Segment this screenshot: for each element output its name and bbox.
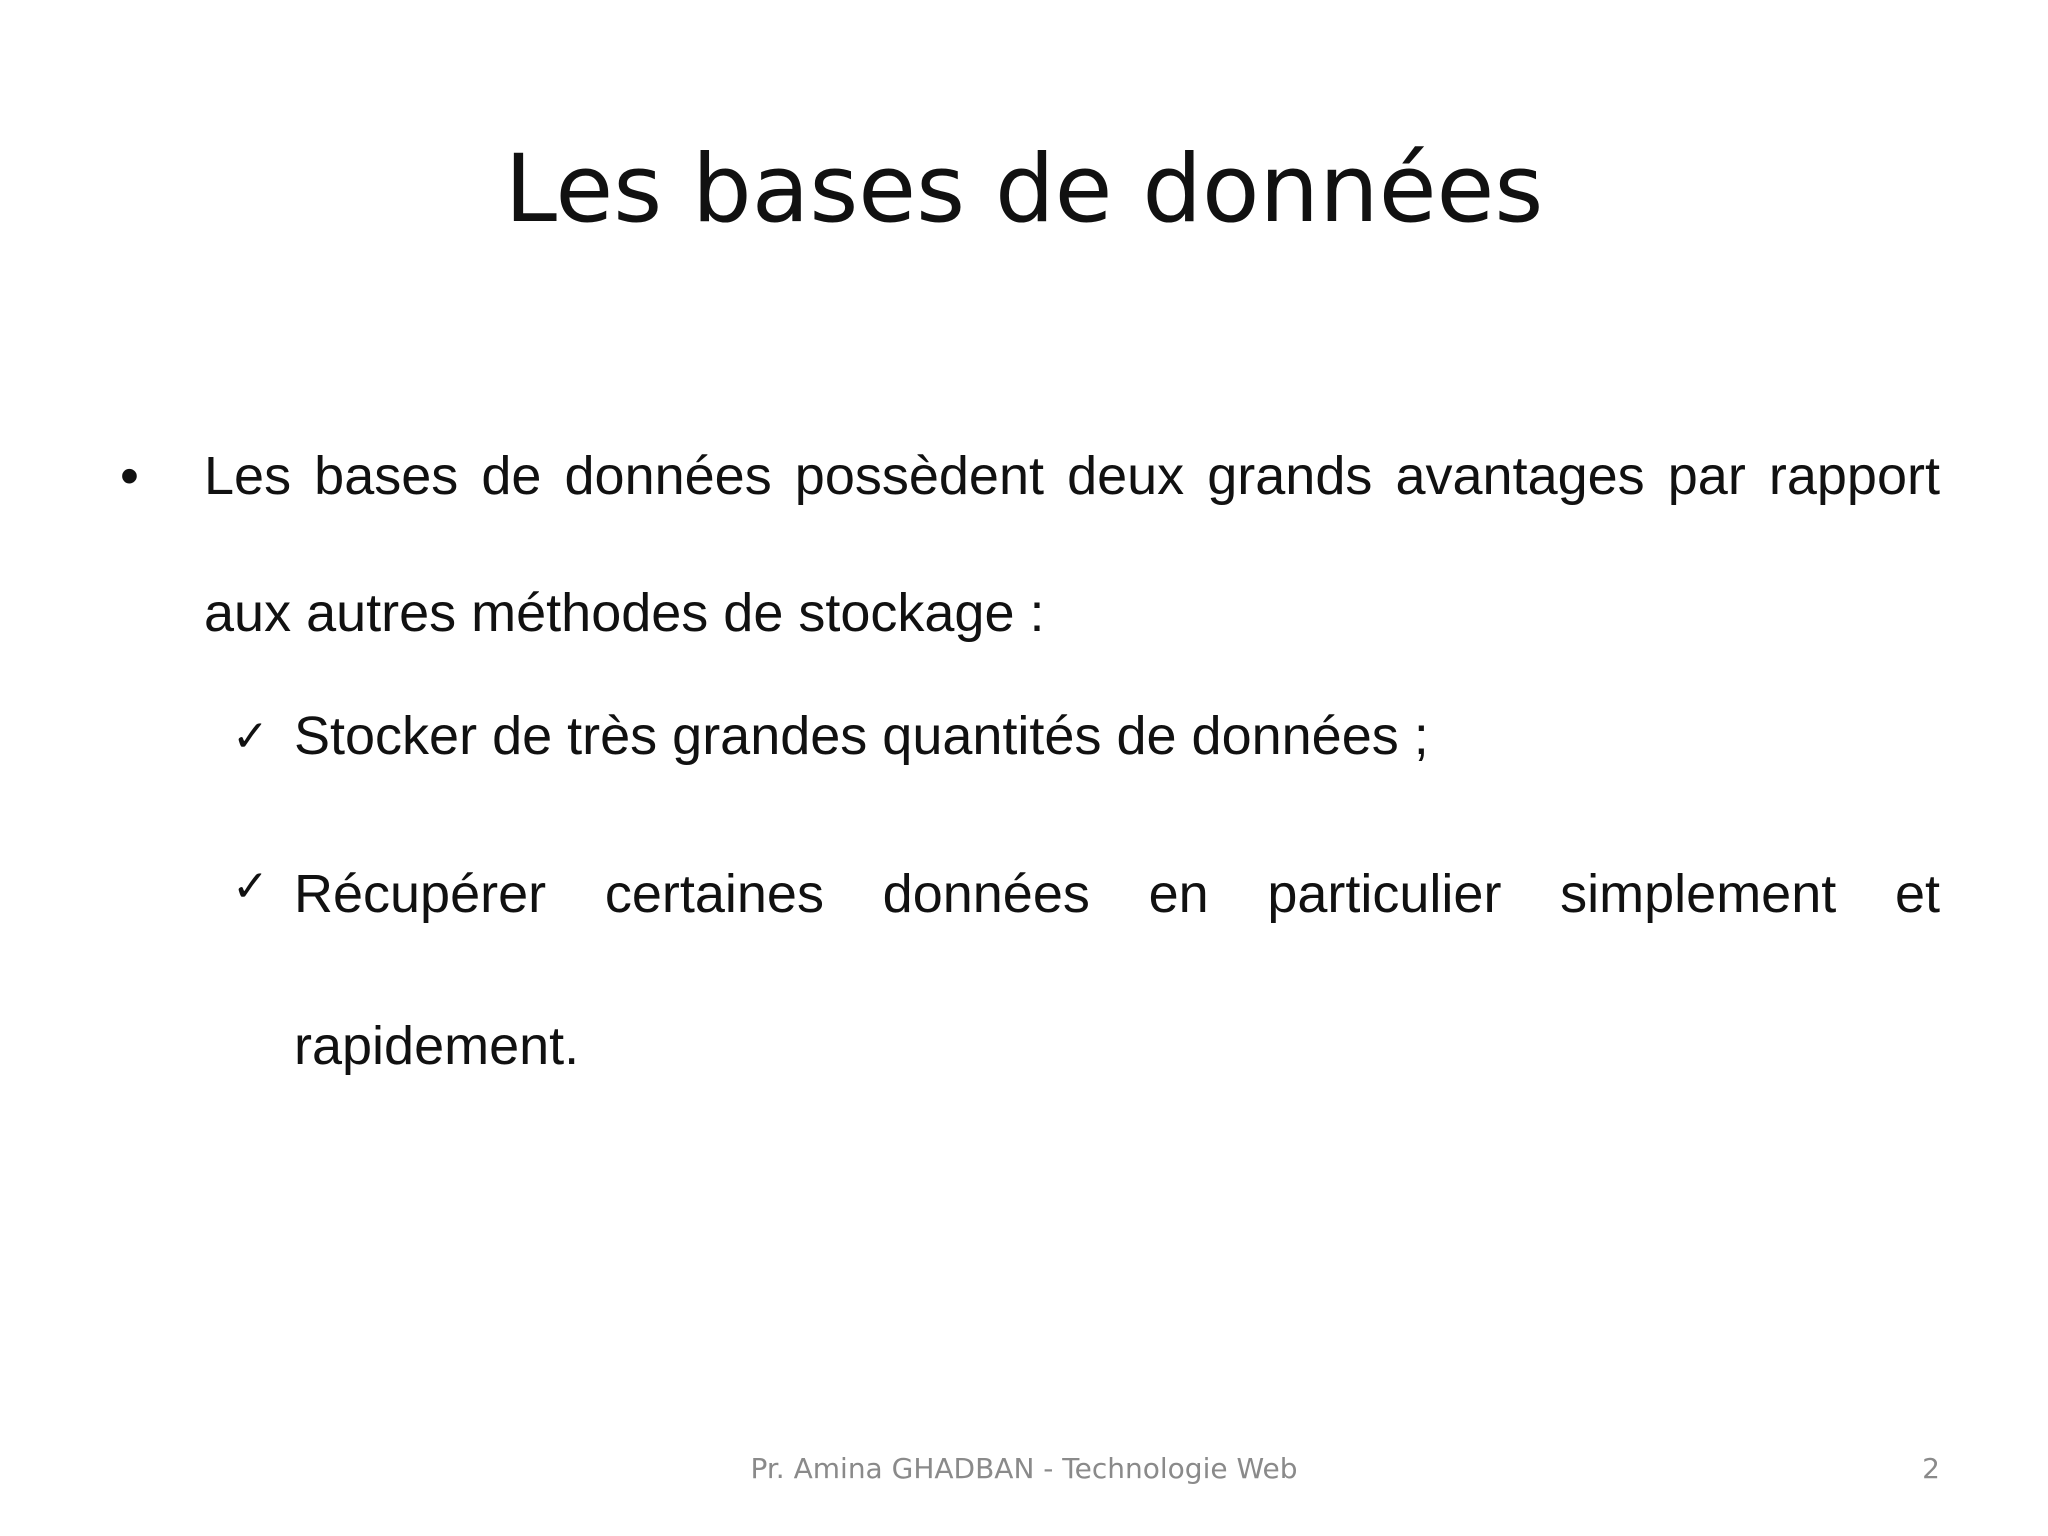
bullet-icon: • [120, 446, 139, 506]
checkmark-icon: ✓ [232, 861, 269, 912]
slide-footer: Pr. Amina GHADBAN - Technologie Web [750, 1452, 1298, 1485]
slide-title: Les bases de données [504, 135, 1544, 244]
checkmark-icon: ✓ [232, 711, 269, 762]
bullet-text: Les bases de données possèdent deux grands avantages par rapport aux autres méthodes de stockage : [204, 446, 1940, 643]
sub-item-text: Stocker de très grandes quantités de données ; [294, 706, 1429, 766]
page-number: 2 [1922, 1452, 1940, 1485]
sub-item-text: Récupérer certaines données en particulier simplement et rapidement. [294, 864, 1940, 1076]
